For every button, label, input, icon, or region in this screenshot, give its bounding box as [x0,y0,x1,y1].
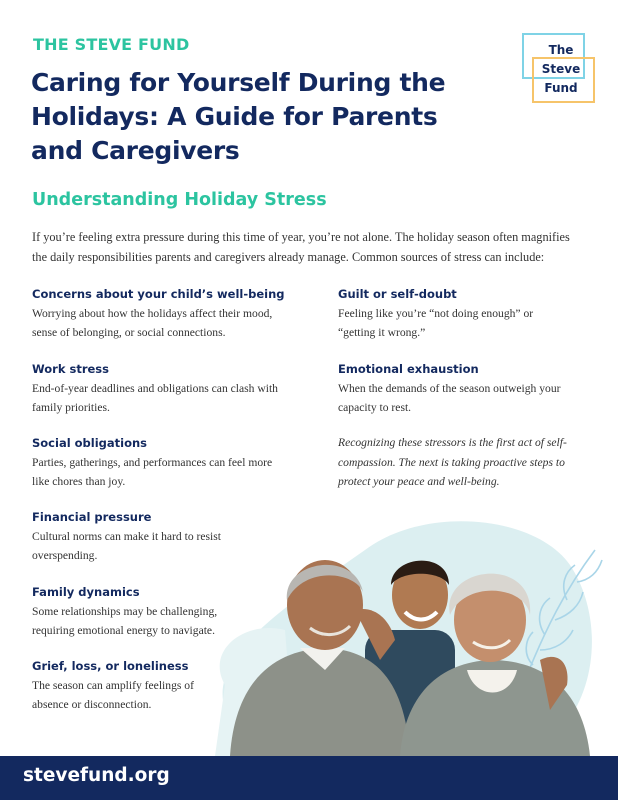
stress-item-text: The season can amplify feelings of absence or disconnection. [32,679,194,711]
stress-item-heading: Grief, loss, or loneliness [32,659,189,673]
stress-item-guilt [338,286,568,342]
stress-item-text: Parties, gatherings, and performances can feel more like chores than joy. [32,456,273,488]
logo-line-3: Fund [544,81,578,95]
stress-item-child-wellbeing [32,286,292,342]
stress-item-heading: Financial pressure [32,510,152,524]
stress-item-heading: Concerns about your child’s well-being [32,287,285,301]
footer-bar [0,756,618,800]
page-title: Caring for Yourself During the Holidays: A Guide for Parents and Caregivers [31,68,446,165]
logo-line-2: Steve [541,62,581,76]
stress-item-text: When the demands of the season outweigh your capacity to rest. [338,382,561,414]
stress-item-grief [32,658,207,714]
logo-text [530,41,592,98]
logo-line-1: The [548,43,574,57]
stress-item-text: Cultural norms can make it hard to resist overspending. [32,530,221,562]
stress-item-heading: Work stress [32,362,110,376]
stress-item-work [32,361,292,417]
stress-item-family [32,584,232,640]
brand-name: THE STEVE FUND [33,35,190,54]
intro-paragraph: If you’re feeling extra pressure during this time of year, you’re not alone. The holiday season often magnifies the daily responsibilities parents and caregivers already manage. Common sources of stress can include: [32,230,570,264]
stress-item-text: Some relationships may be challenging, requiring emotional energy to navigate. [32,605,218,637]
closing-paragraph: Recognizing these stressors is the first act of self-compassion. The next is taking proactive steps to protect your peace and well-being. [338,436,567,488]
family-photo [205,510,618,756]
stress-item-heading: Emotional exhaustion [338,362,479,376]
steve-fund-logo [522,33,596,105]
stress-item-text: Worrying about how the holidays affect their mood, sense of belonging, or social connections. [32,307,273,339]
footer-url[interactable]: stevefund.org [23,765,170,786]
stress-item-heading: Guilt or self-doubt [338,287,457,301]
stress-item-text: Feeling like you’re “not doing enough” or “getting it wrong.” [338,307,534,339]
stress-item-text: End-of-year deadlines and obligations can clash with family priorities. [32,382,278,414]
stress-item-social [32,435,292,491]
stress-item-heading: Family dynamics [32,585,140,599]
section-heading: Understanding Holiday Stress [32,190,327,210]
stress-item-exhaustion [338,361,588,417]
stress-item-heading: Social obligations [32,436,148,450]
